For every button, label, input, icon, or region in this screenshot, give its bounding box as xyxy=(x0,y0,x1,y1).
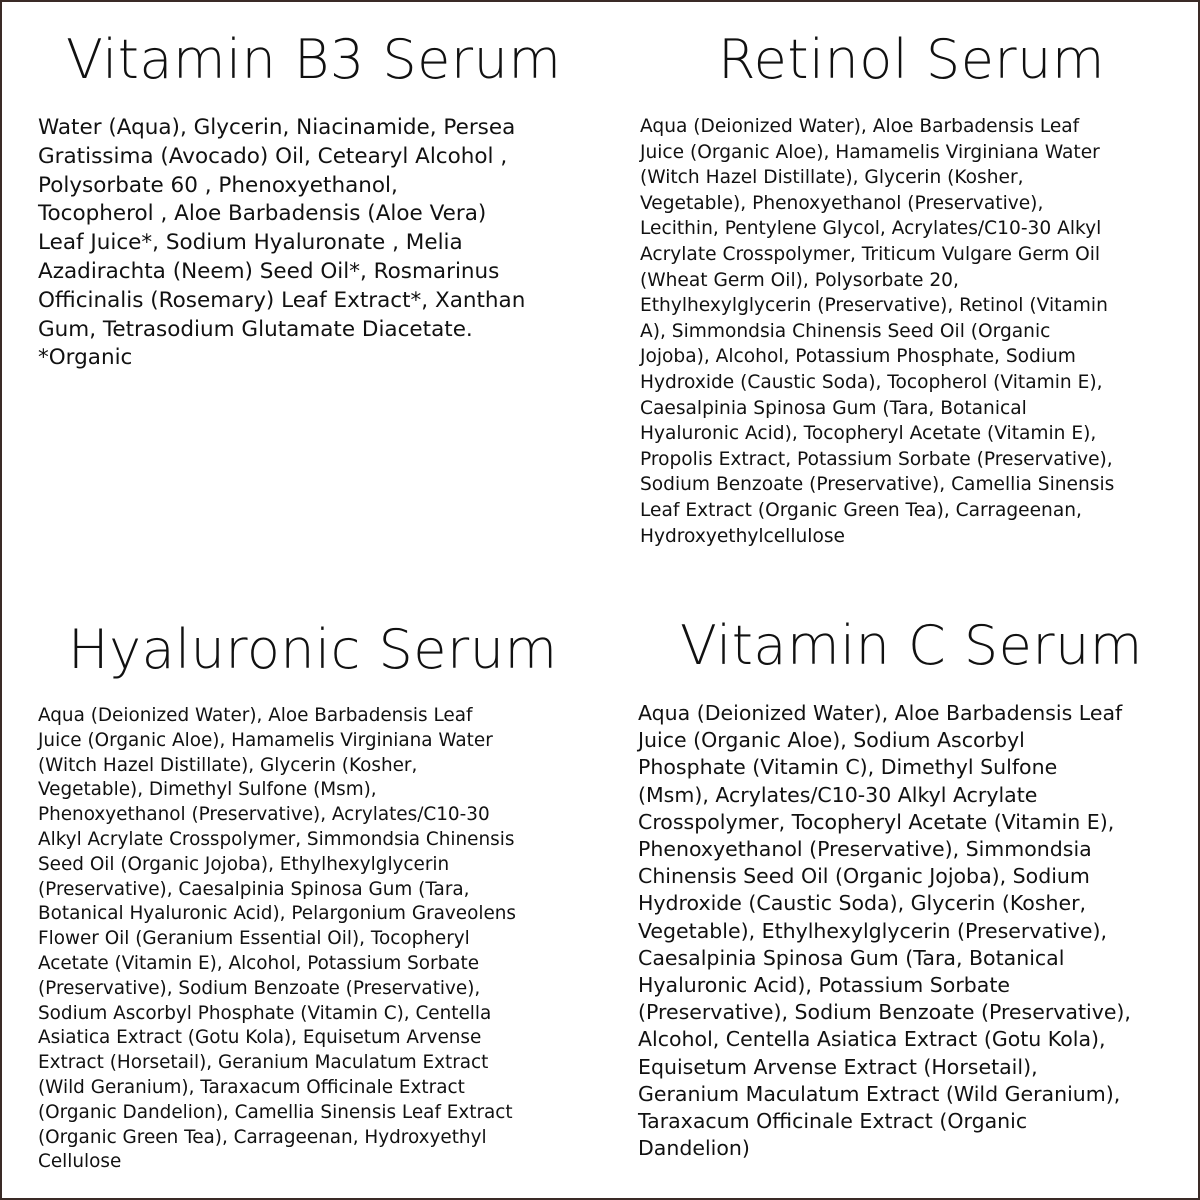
hyaluronic-ingredients: Aqua (Deionized Water), Aloe Barbadensis Leaf Juice (Organic Aloe), Hamamelis Virginiana Water (Witch Hazel Distillate), Glycerin (Kosher, Vegetable), Dimethyl Sulfone (Msm), Phenoxyethanol (Preservative), Acrylates/C10-30 Alkyl Acrylate Crosspolymer, Simmondsia Chinensis Seed Oil (Organic Jojoba), Ethylhexylglycerin (Preservative), Caesalpinia Spinosa Gum (Tara, Botanical Hyaluronic Acid), Pelargonium Graveolens Flower Oil (Geranium Essential Oil), Tocopheryl Acetate (Vitamin E), Alcohol, Potassium Sorbate (Preservative), Sodium Benzoate (Preservative), Sodium Ascorbyl Phosphate (Vitamin C), Centella Asiatica Extract (Gotu Kola), Equisetum Arvense Extract (Horsetail), Geranium Maculatum Extract (Wild Geranium), Taraxacum Officinale Extract (Organic Dandelion), Camellia Sinensis Leaf Extract (Organic Green Tea), Carrageenan, Hydroxyethyl Cellulose xyxy=(38,705,517,1173)
vitamin-b3-ingredients: Water (Aqua), Glycerin, Niacinamide, Persea Gratissima (Avocado) Oil, Cetearyl Alcohol , Polysorbate 60 , Phenoxyethanol, Tocopherol , Aloe Barbadensis (Aloe Vera) Leaf Juice*, Sodium Hyaluronate , Melia Azadirachta (Neem) Seed Oil*, Rosmarinus Officinalis (Rosemary) Leaf Extract*, Xanthan Gum, Tetrasodium Glutamate Diacetate. *Organic xyxy=(38,115,526,371)
hyaluronic-panel xyxy=(38,618,583,1175)
vitamin-c-title: Vitamin C Serum xyxy=(680,614,1143,677)
vitamin-b3-title: Vitamin B3 Serum xyxy=(66,28,562,91)
vitamin-c-ingredients: Aqua (Deionized Water), Aloe Barbadensis Leaf Juice (Organic Aloe), Sodium Ascorbyl Phosphate (Vitamin C), Dimethyl Sulfone (Msm), Acrylates/C10-30 Alkyl Acrylate Crosspolymer, Tocopheryl Acetate (Vitamin E), Phenoxyethanol (Preservative), Simmondsia Chinensis Seed Oil (Organic Jojoba), Sodium Hydroxide (Caustic Soda), Glycerin (Kosher, Vegetable), Ethylhexylglycerin (Preservative), Caesalpinia Spinosa Gum (Tara, Botanical Hyaluronic Acid), Potassium Sorbate (Preservative), Sodium Benzoate (Preservative), Alcohol, Centella Asiatica Extract (Gotu Kola), Equisetum Arvense Extract (Horsetail), Geranium Maculatum Extract (Wild Geranium), Taraxacum Officinale Extract (Organic Dandelion) xyxy=(638,701,1131,1161)
vitamin-b3-panel xyxy=(38,28,583,373)
hyaluronic-title: Hyaluronic Serum xyxy=(68,618,558,681)
retinol-ingredients: Aqua (Deionized Water), Aloe Barbadensis Leaf Juice (Organic Aloe), Hamamelis Virginiana Water (Witch Hazel Distillate), Glycerin (Kosher, Vegetable), Phenoxyethanol (Preservative), Lecithin, Pentylene Glycol, Acrylates/C10-30 Alkyl Acrylate Crosspolymer, Triticum Vulgare Germ Oil (Wheat Germ Oil), Polysorbate 20, Ethylhexylglycerin (Preservative), Retinol (Vitamin A), Simmondsia Chinensis Seed Oil (Organic Jojoba), Alcohol, Potassium Phosphate, Sodium Hydroxide (Caustic Soda), Tocopherol (Vitamin E), Caesalpinia Spinosa Gum (Tara, Botanical Hyaluronic Acid), Tocopheryl Acetate (Vitamin E), Propolis Extract, Potassium Sorbate (Preservative), Sodium Benzoate (Preservative), Camellia Sinensis Leaf Extract (Organic Green Tea), Carrageenan, Hydroxyethylcellulose xyxy=(640,116,1115,547)
retinol-title: Retinol Serum xyxy=(718,28,1105,91)
retinol-panel xyxy=(640,28,1185,549)
vitamin-c-panel xyxy=(638,614,1183,1162)
